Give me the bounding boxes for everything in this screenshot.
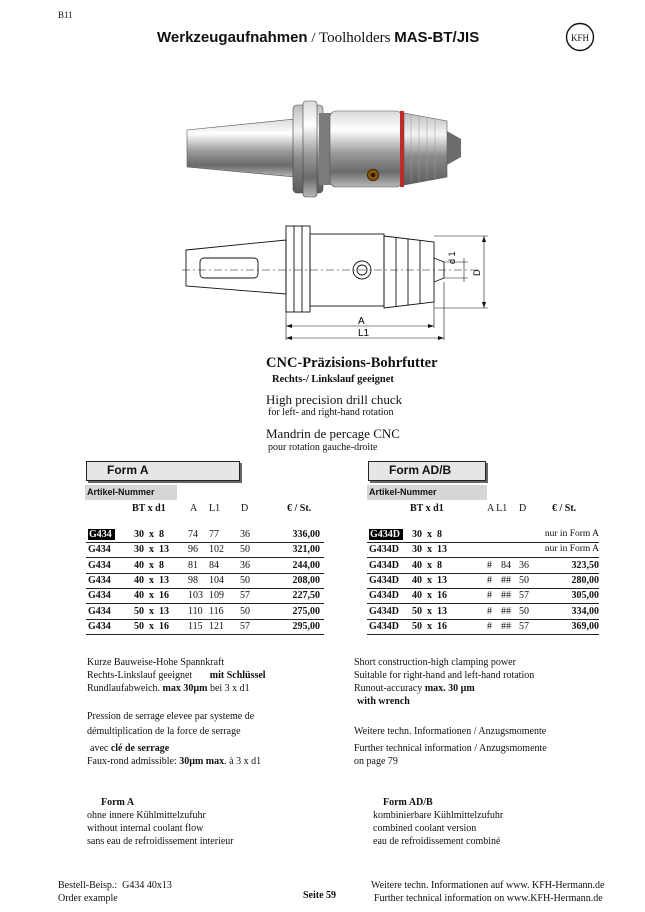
feature-en-2: Suitable for right-hand and left-hand rotation <box>354 670 535 681</box>
svg-text:KFH: KFH <box>570 33 590 43</box>
form-a-d: 36 <box>240 559 250 571</box>
coolant-a-fr: sans eau de refroidissement interieur <box>87 836 234 847</box>
footer-order-example: Bestell-Beisp.: G434 40x13 <box>58 880 172 891</box>
form-a-code: G434 <box>88 544 111 556</box>
form-a-row <box>86 528 324 543</box>
form-a-l1: 116 <box>209 605 224 617</box>
form-ad-col-a-l1: A L1 <box>487 503 508 514</box>
page-code: B11 <box>58 10 73 20</box>
form-ad-price: nur in Form A <box>544 544 599 555</box>
title-en: Toolholders <box>319 30 391 46</box>
form-ad-l1: 84 <box>501 559 511 571</box>
form-ad-d: 50 <box>519 574 529 586</box>
form-a-a: 115 <box>188 620 203 632</box>
form-a-d: 50 <box>240 544 250 556</box>
form-ad-col-price: € / St. <box>552 503 577 514</box>
form-a-a: 98 <box>188 574 198 586</box>
form-a-code: G434 <box>88 559 111 571</box>
form-ad-price: 280,00 <box>571 574 599 586</box>
form-ad-price: 334,00 <box>571 605 599 617</box>
form-a-bt: 50 x 13 <box>134 605 169 617</box>
form-a-row <box>86 605 324 620</box>
form-ad-l1: ## <box>501 574 511 586</box>
form-ad-row <box>367 620 599 635</box>
feature-de-2: Rechts-Linkslauf geeignet mit Schlüssel <box>87 670 266 681</box>
dim-d-label: D <box>472 269 482 276</box>
form-a-l1: 77 <box>209 529 219 540</box>
form-ad-d: 57 <box>519 590 529 602</box>
page-number: Seite 59 <box>303 890 337 901</box>
form-ad-code: G434D <box>369 590 399 602</box>
form-ad-row <box>367 543 599 558</box>
form-a-bt: 30 x 8 <box>134 529 164 540</box>
form-a-bt: 30 x 13 <box>134 544 169 556</box>
form-ad-a: # <box>487 590 492 602</box>
form-a-price: 275,00 <box>292 605 320 617</box>
title-standard: MAS-BT/JIS <box>394 29 480 46</box>
feature-en-1: Short construction-high clamping power <box>354 657 516 668</box>
feature-de-3: Rundlaufabweich. max 30µm bei 3 x d1 <box>87 683 250 694</box>
form-ad-a: # <box>487 605 492 617</box>
form-a-code: G434 <box>88 590 111 602</box>
coolant-a-de: ohne innere Kühlmittelzufuhr <box>87 810 206 821</box>
form-ad-bt: 50 x 13 <box>412 605 447 617</box>
product-subheading-fr: pour rotation gauche-droite <box>268 442 378 453</box>
coolant-ad-fr: eau de refroidissement combiné <box>373 836 501 847</box>
form-ad-bt: 30 x 8 <box>412 529 442 540</box>
coolant-ad-title: Form AD/B <box>383 797 433 808</box>
form-a-a: 96 <box>188 544 198 556</box>
form-ad-article-header <box>367 485 487 500</box>
form-ad-col-bt: BT x d1 <box>410 503 444 514</box>
product-heading-de: CNC-Präzisions-Bohrfutter <box>266 355 438 371</box>
form-a-d: 57 <box>240 590 250 602</box>
form-ad-col-d: D <box>519 503 527 514</box>
form-ad-a: # <box>487 574 492 586</box>
form-ad-code: G434D <box>369 605 399 617</box>
coolant-a-en: without internal coolant flow <box>87 823 204 834</box>
form-ad-l1: ## <box>501 605 511 617</box>
feature-en-3: Runout-accuracy max. 30 µm <box>354 683 475 694</box>
form-a-d: 50 <box>240 605 250 617</box>
form-ad-l1: ## <box>501 620 511 632</box>
form-a-l1: 121 <box>209 620 224 632</box>
feature-de-1: Kurze Bauweise-Hohe Spannkraft <box>87 657 225 668</box>
feature-fr-1: Pression de serrage elevee par systeme de <box>87 711 255 722</box>
footer-info-en: Further technical information on www.KFH-Hermann.de <box>374 893 603 904</box>
title-separator: / <box>307 30 319 46</box>
form-a-col-d: D <box>241 503 249 514</box>
form-a-title-box <box>86 461 240 481</box>
form-a-price: 295,00 <box>292 620 320 632</box>
form-a-price: 208,00 <box>292 574 320 586</box>
product-subheading-de: Rechts-/ Linkslauf geeignet <box>272 374 394 385</box>
form-a-l1: 84 <box>209 559 219 571</box>
form-ad-d: 36 <box>519 559 529 571</box>
feature-fr-2: démultiplication de la force de serrage <box>87 726 241 737</box>
form-ad-bt: 40 x 16 <box>412 590 447 602</box>
form-a-row <box>86 543 324 558</box>
form-ad-title: Form AD/B <box>389 463 452 477</box>
product-photo <box>185 97 470 202</box>
form-ad-code: G434D <box>369 529 403 540</box>
form-a-code: G434 <box>88 620 111 632</box>
form-ad-price: 323,50 <box>571 559 599 571</box>
footer-info-de: Weitere techn. Informationen auf www. KFH-Hermann.de <box>371 880 605 891</box>
form-a-article-label: Artikel-Nummer <box>87 487 155 497</box>
form-a-bt: 40 x 13 <box>134 574 169 586</box>
form-ad-a: # <box>487 559 492 571</box>
product-subheading-en: for left- and right-hand rotation <box>268 407 394 418</box>
form-ad-code: G434D <box>369 544 399 556</box>
form-ad-price: 369,00 <box>571 620 599 632</box>
form-ad-code: G434D <box>369 620 399 632</box>
form-ad-bt: 50 x 16 <box>412 620 447 632</box>
form-ad-price: 305,00 <box>571 590 599 602</box>
form-ad-code: G434D <box>369 559 399 571</box>
further-info-de: Weitere techn. Informationen / Anzugsmomente <box>354 726 547 737</box>
form-a-d: 50 <box>240 574 250 586</box>
form-a-code: G434 <box>88 574 111 586</box>
form-a-l1: 104 <box>209 574 224 586</box>
form-a-bt: 50 x 16 <box>134 620 169 632</box>
dim-l1-label: L1 <box>358 328 370 339</box>
form-a-bt: 40 x 16 <box>134 590 169 602</box>
coolant-ad-en: combined coolant version <box>373 823 477 834</box>
form-ad-article-label: Artikel-Nummer <box>369 487 437 497</box>
form-a-title: Form A <box>107 463 149 477</box>
dim-a-label: A <box>358 316 365 327</box>
form-ad-bt: 40 x 13 <box>412 574 447 586</box>
form-a-a: 103 <box>188 590 203 602</box>
form-a-col-a: A <box>190 503 198 514</box>
form-ad-d: 57 <box>519 620 529 632</box>
form-a-price: 336,00 <box>292 529 320 540</box>
footer-order-example-en: Order example <box>58 893 118 904</box>
form-a-row <box>86 574 324 589</box>
technical-drawing <box>182 222 497 350</box>
dim-d1-label: d 1 <box>447 251 457 264</box>
form-a-d: 57 <box>240 620 250 632</box>
coolant-ad-de: kombinierbare Kühlmittelzufuhr <box>373 810 504 821</box>
form-a-code: G434 <box>88 605 111 617</box>
form-a-col-l1: L1 <box>209 503 221 514</box>
form-ad-l1: ## <box>501 590 511 602</box>
form-a-d: 36 <box>240 529 250 540</box>
form-a-col-price: € / St. <box>287 503 312 514</box>
form-ad-code: G434D <box>369 574 399 586</box>
title-de: Werkzeugaufnahmen <box>157 29 308 46</box>
further-info-en: Further technical information / Anzugsmomente <box>354 743 547 754</box>
form-a-a: 74 <box>188 529 198 540</box>
form-ad-row <box>367 574 599 589</box>
form-ad-title-box <box>368 461 486 481</box>
form-ad-row <box>367 559 599 574</box>
kfh-logo <box>565 22 595 52</box>
page-title <box>157 29 479 47</box>
form-a-price: 321,00 <box>292 544 320 556</box>
form-a-article-header <box>85 485 177 500</box>
form-ad-bt: 40 x 8 <box>412 559 442 571</box>
form-a-row <box>86 589 324 604</box>
form-ad-d: 50 <box>519 605 529 617</box>
form-a-a: 110 <box>188 605 203 617</box>
form-a-price: 244,00 <box>292 559 320 571</box>
form-a-price: 227,50 <box>292 590 320 602</box>
form-ad-row <box>367 589 599 604</box>
feature-en-4: with wrench <box>357 696 410 707</box>
form-a-l1: 109 <box>209 590 224 602</box>
form-ad-price: nur in Form A <box>544 529 599 539</box>
feature-fr-3: avec clé de serrage <box>90 743 170 754</box>
form-ad-row <box>367 528 599 543</box>
form-ad-bt: 30 x 13 <box>412 544 447 556</box>
form-a-l1: 102 <box>209 544 224 556</box>
form-a-col-bt: BT x d1 <box>132 503 166 514</box>
coolant-a-title: Form A <box>101 797 135 808</box>
product-heading-fr: Mandrin de percage CNC <box>266 426 400 441</box>
product-heading-en: High precision drill chuck <box>266 392 403 407</box>
form-a-row <box>86 559 324 574</box>
form-ad-a: # <box>487 620 492 632</box>
form-a-a: 81 <box>188 559 198 571</box>
form-ad-row <box>367 605 599 620</box>
feature-fr-4: Faux-rond admissible: 30µm max. à 3 x d1 <box>87 756 262 767</box>
form-a-code: G434 <box>88 529 115 540</box>
further-info-page: on page 79 <box>354 756 398 767</box>
form-a-bt: 40 x 8 <box>134 559 164 571</box>
form-a-row <box>86 620 324 635</box>
